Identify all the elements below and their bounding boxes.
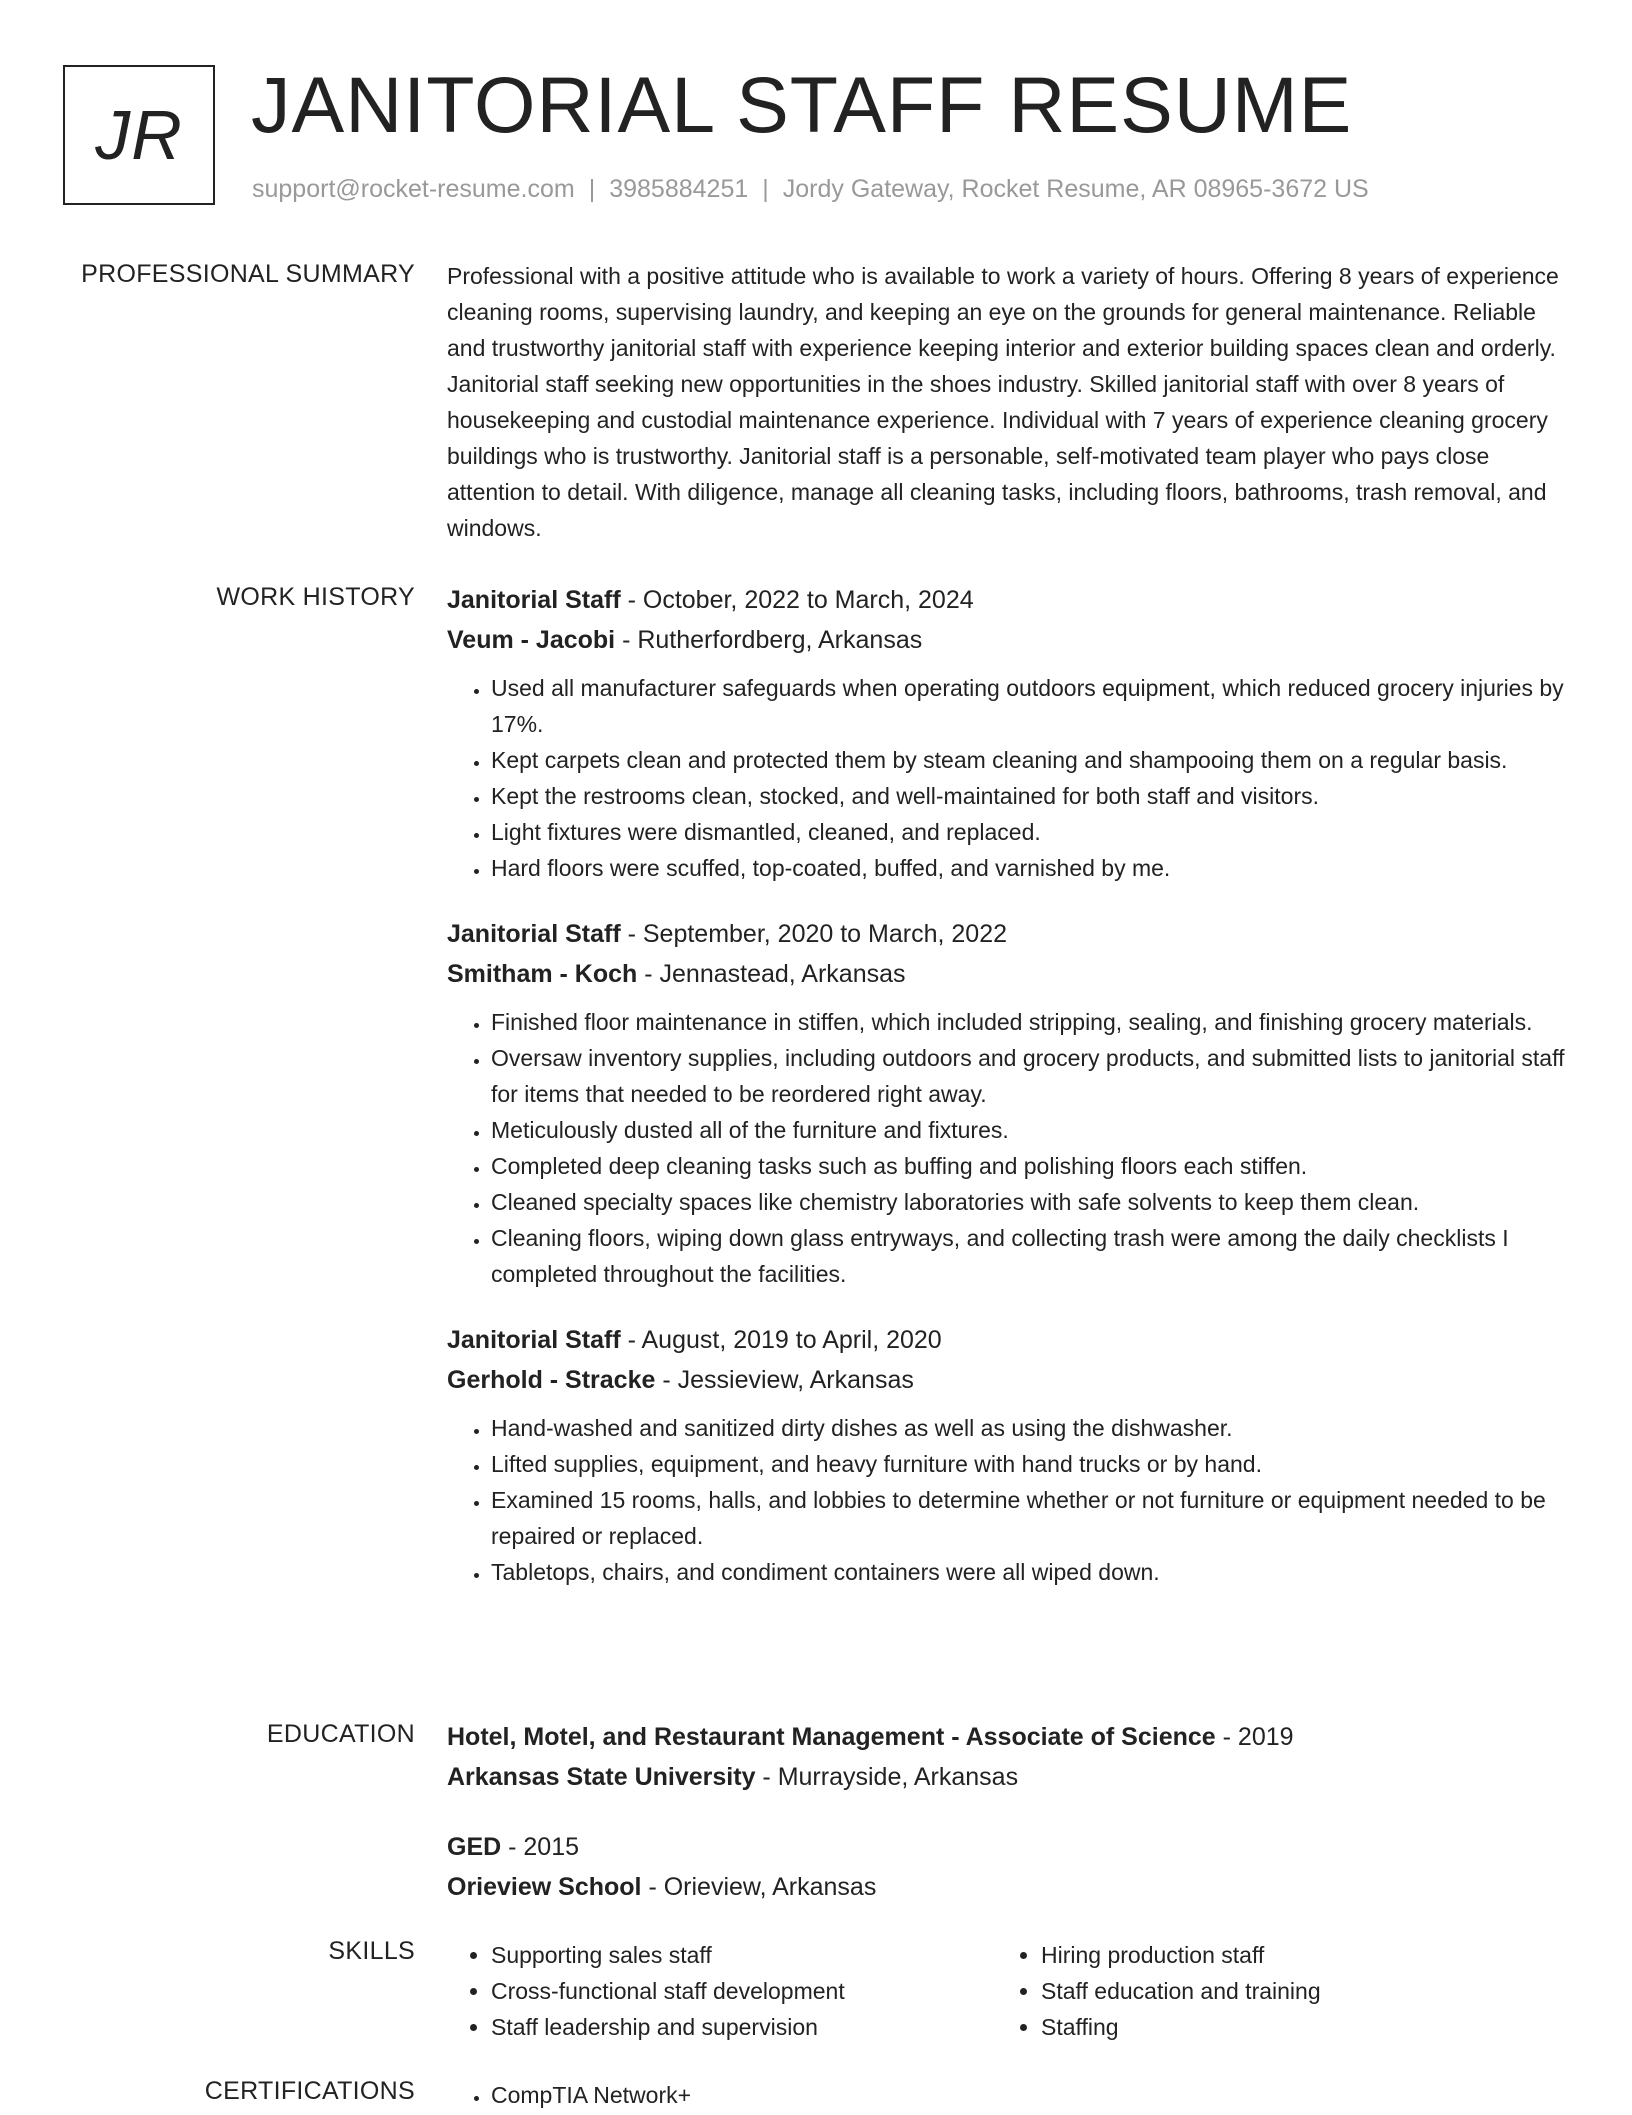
contact-line bbox=[252, 175, 1369, 204]
job-bullet: • Lifted supplies, equipment, and heavy furniture with hand trucks or by hand. bbox=[491, 1446, 1569, 1482]
job-title: Janitorial Staff bbox=[447, 586, 621, 614]
job-dates: - October, 2022 to March, 2024 bbox=[620, 586, 974, 614]
job-bullet: • Hard floors were scuffed, top-coated, buffed, and varnished by me. bbox=[491, 850, 1569, 886]
skills-columns bbox=[447, 1937, 1569, 2045]
job-company: Gerhold - Stracke bbox=[447, 1366, 656, 1394]
certifications-body bbox=[447, 2077, 1569, 2113]
education-body bbox=[447, 1717, 1569, 1907]
education-school: Arkansas State University bbox=[447, 1763, 756, 1791]
certifications-list bbox=[447, 2077, 1569, 2113]
job-bullet: • Meticulously dusted all of the furniture and fixtures. bbox=[491, 1112, 1569, 1148]
skills-list bbox=[447, 1937, 997, 2045]
section-label-skills: SKILLS bbox=[328, 1937, 415, 1965]
job-bullet: • Tabletops, chairs, and condiment containers were all wiped down. bbox=[491, 1554, 1569, 1590]
job-heading bbox=[447, 914, 1569, 954]
section-label-work-history: WORK HISTORY bbox=[216, 583, 415, 611]
job-bullets bbox=[447, 1410, 1569, 1590]
job-company: Veum - Jacobi bbox=[447, 626, 616, 654]
contact-address: Jordy Gateway, Rocket Resume, AR 08965-3672 US bbox=[782, 175, 1369, 203]
job-company-line bbox=[447, 620, 1569, 660]
job-bullet: • Hand-washed and sanitized dirty dishes as well as using the dishwasher. bbox=[491, 1410, 1569, 1446]
summary-text: Professional with a positive attitude who is available to work a variety of hours. Offering 8 years of experience cleaning rooms, supervising laundry, and keeping an eye on the grounds for general maintenance. Reliable and trustworthy janitorial staff with experience keeping interior and exterior building spaces clean and orderly. Janitorial staff seeking new opportunities in the shoes industry. Skilled janitorial staff with over 8 years of housekeeping and custodial maintenance experience. Individual with 7 years of experience cleaning grocery buildings who is trustworthy. Janitorial staff is a personable, self-motivated team player who pays close attention to detail. With diligence, manage all cleaning tasks, including floors, bathrooms, trash removal, and windows. bbox=[447, 263, 1559, 541]
job-bullet: • Examined 15 rooms, halls, and lobbies to determine whether or not furniture or equipment needed to be repaired or replaced. bbox=[491, 1482, 1569, 1554]
job-entry bbox=[447, 914, 1569, 1292]
education-degree: Hotel, Motel, and Restaurant Management - Associate of Science bbox=[447, 1723, 1216, 1751]
job-title: Janitorial Staff bbox=[447, 920, 621, 948]
skill-item: • Staff education and training bbox=[1041, 1973, 1547, 2009]
skill-item: • Cross-functional staff development bbox=[491, 1973, 997, 2009]
section-label-summary: PROFESSIONAL SUMMARY bbox=[81, 260, 415, 288]
job-location: - Jessieview, Arkansas bbox=[655, 1366, 914, 1394]
job-bullet: • Light fixtures were dismantled, cleaned, and replaced. bbox=[491, 814, 1569, 850]
contact-separator: | bbox=[762, 175, 769, 203]
job-bullets bbox=[447, 1004, 1569, 1292]
skill-item: • Staff leadership and supervision bbox=[491, 2009, 997, 2045]
monogram-logo: JR bbox=[63, 65, 215, 205]
job-bullet: • Oversaw inventory supplies, including outdoors and grocery products, and submitted lists to janitorial staff for items that needed to be reordered right away. bbox=[491, 1040, 1569, 1112]
job-dates: - September, 2020 to March, 2022 bbox=[620, 920, 1007, 948]
skills-column-left bbox=[447, 1937, 997, 2045]
job-bullet: • Kept carpets clean and protected them by steam cleaning and shampooing them on a regular basis. bbox=[491, 742, 1569, 778]
job-bullet: • Completed deep cleaning tasks such as buffing and polishing floors each stiffen. bbox=[491, 1148, 1569, 1184]
education-heading bbox=[447, 1827, 1569, 1867]
education-year: - 2019 bbox=[1215, 1723, 1294, 1751]
work-history-body bbox=[447, 580, 1569, 1590]
education-school-line bbox=[447, 1867, 1569, 1907]
job-title: Janitorial Staff bbox=[447, 1326, 621, 1354]
skills-column-right bbox=[997, 1937, 1547, 2045]
contact-email[interactable]: support@rocket-resume.com bbox=[252, 175, 575, 203]
resume-title: JANITORIAL STAFF RESUME bbox=[251, 60, 1353, 149]
education-year: - 2015 bbox=[501, 1833, 580, 1861]
job-company-line bbox=[447, 1360, 1569, 1400]
education-location: - Orieview, Arkansas bbox=[641, 1873, 877, 1901]
education-entry bbox=[447, 1717, 1569, 1797]
job-bullet: • Cleaning floors, wiping down glass entryways, and collecting trash were among the daily checklists I completed throughout the facilities. bbox=[491, 1220, 1569, 1292]
job-heading bbox=[447, 580, 1569, 620]
section-label-education: EDUCATION bbox=[266, 1720, 415, 1748]
job-heading bbox=[447, 1320, 1569, 1360]
contact-separator: | bbox=[588, 175, 596, 203]
job-bullets bbox=[447, 670, 1569, 886]
summary-body bbox=[447, 258, 1569, 546]
job-entry bbox=[447, 1320, 1569, 1590]
certification-item: • CompTIA Network+ bbox=[491, 2077, 1569, 2113]
job-bullet: • Used all manufacturer safeguards when operating outdoors equipment, which reduced grocery injuries by 17%. bbox=[491, 670, 1569, 742]
education-heading bbox=[447, 1717, 1569, 1757]
job-location: - Rutherfordberg, Arkansas bbox=[615, 626, 923, 654]
section-label-certifications: CERTIFICATIONS bbox=[204, 2077, 415, 2105]
skills-body bbox=[447, 1937, 1569, 2045]
skill-item: • Staffing bbox=[1041, 2009, 1547, 2045]
job-bullet: • Finished floor maintenance in stiffen, which included stripping, sealing, and finishing grocery materials. bbox=[491, 1004, 1569, 1040]
job-entry bbox=[447, 580, 1569, 886]
contact-phone[interactable]: 3985884251 bbox=[609, 175, 749, 203]
job-company-line bbox=[447, 954, 1569, 994]
skill-item: • Hiring production staff bbox=[1041, 1937, 1547, 1973]
job-bullet: • Kept the restrooms clean, stocked, and well-maintained for both staff and visitors. bbox=[491, 778, 1569, 814]
skill-item: • Supporting sales staff bbox=[491, 1937, 997, 1973]
job-bullet: • Cleaned specialty spaces like chemistry laboratories with safe solvents to keep them clean. bbox=[491, 1184, 1569, 1220]
education-school: Orieview School bbox=[447, 1873, 642, 1901]
job-dates: - August, 2019 to April, 2020 bbox=[620, 1326, 942, 1354]
education-location: - Murrayside, Arkansas bbox=[755, 1763, 1019, 1791]
job-company: Smitham - Koch bbox=[447, 960, 638, 988]
education-entry bbox=[447, 1827, 1569, 1907]
job-location: - Jennastead, Arkansas bbox=[637, 960, 906, 988]
education-school-line bbox=[447, 1757, 1569, 1797]
skills-list bbox=[997, 1937, 1547, 2045]
education-degree: GED bbox=[447, 1833, 502, 1861]
